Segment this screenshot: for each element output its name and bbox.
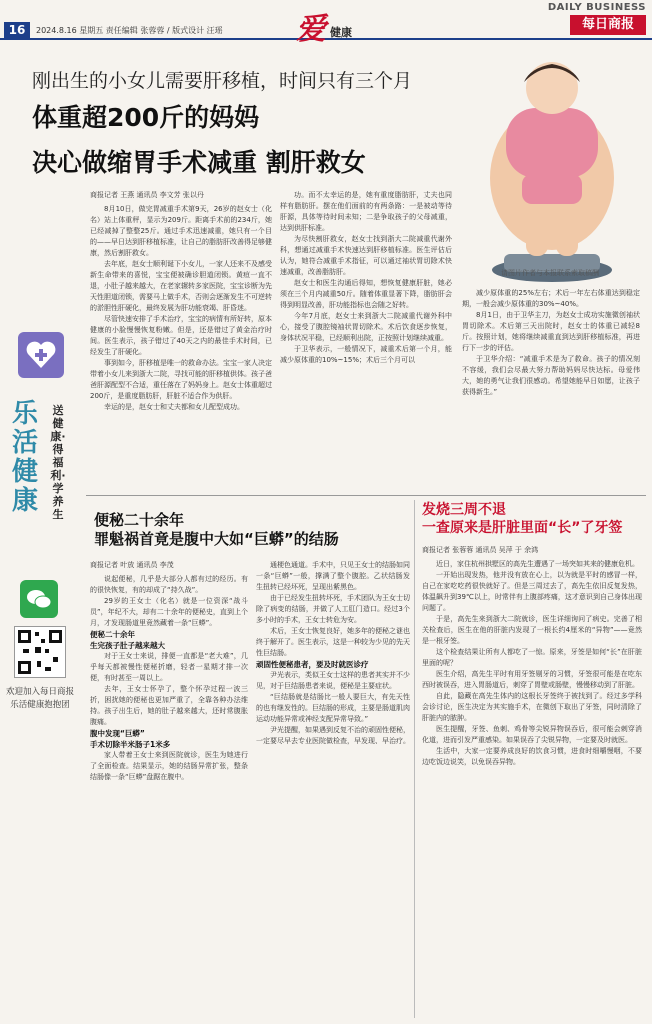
article2-byline: 商报记者 叶放 通讯员 李茂 (90, 561, 174, 569)
page-number: 16 (4, 22, 30, 38)
article1-paragraph: 事到如今，肝移植是唯一的救命办法。宝宝一家人决定带着小女儿来到浙大二院，寻找可能的肝移植供体。孩子爸爸肝源配型不合适，重任落在了妈妈身上。赵女士体重超过200斤，是重度脂肪肝，肝脏不适合作为供肝。 (90, 359, 272, 400)
article2-column-1 (90, 560, 248, 1015)
sidebar-note: 欢迎加入每日商报乐活健康抱抱团 (5, 687, 74, 710)
article1-paragraph: 于卫华表示，一般情况下，减重术后第一个月，能减少原体重的10%~15%；术后三个月可以 (280, 345, 452, 364)
wechat-icon (20, 580, 58, 618)
article3-paragraph: 一开始出现发热，他并没有放在心上，以为就是平时的感冒一样，自己在家吃吃药很快就好了。但是三周过去了，高先生依旧反复发热，体温飙升到39℃以上，时常伴有上腹部疼痛，这才意识到自己身体出现问题了。 (422, 571, 642, 612)
article2-column-2 (256, 560, 410, 1015)
article1-kicker: 刚出生的小女儿需要肝移植，时间只有三个月 (32, 70, 413, 92)
article3-headline-line2: 一查原来是肝脏里面“长”了牙签 (422, 520, 623, 536)
article2-paragraph: 家人带着王女士来到医院就诊，医生为她进行了全面检查。结果显示，她的结肠异常扩张，整条结肠像一条“巨蟒”盘踞在腹中。 (90, 751, 248, 781)
article2-paragraph: 通梗色通道。手术中，只见王女士的结肠如同一条“巨蟒”一般，撑满了整个腹腔。乙状结肠发生扭转已经坏死，呈现出紫黑色。 (256, 561, 410, 591)
woman-on-scale-illustration (464, 48, 640, 288)
article1-paragraph: 8月1日，由于卫华主刀，为赵女士成功实施微创袖状胃切除术。术后第三天出院时，赵女士的体重已减轻8斤。按照计划，她将继续减重直到达到肝移植标准，再进行下一步的评估。 (462, 311, 640, 352)
article2-paragraph: 去年，王女士怀孕了，整个怀孕过程一波三折，困扰她的便秘也更加严重了，全靠各种办法维持。孩子出生后，她的肚子越来越大，还时常腹胀腹痛。 (90, 685, 248, 726)
article2-paragraph: 由于已经发生扭转坏死，手术团队为王女士切除了病变的结肠，并做了人工肛门造口。经过3个多小时的手术，王女士转危为安。 (256, 594, 410, 624)
article1-headline-line1: 体重超200斤的妈妈 (32, 103, 260, 132)
article2-paragraph: 术后，王女士恢复良好，她多年的便秘之谜也终于解开了。医生表示，这是一种较为少见的先天性巨结肠。 (256, 627, 410, 657)
article2-paragraph: 尹光表示，类似王女士这样的患者其实并不少见，对于巨结肠患者来说，便秘是主要症状。 (256, 671, 410, 690)
article1-paragraph: 为尽快割肝救女，赵女士找到浙大二院减重代谢外科，想通过减重手术快速达到肝移植标准。医生评估后认为，她符合减重手术指征，可以通过袖状胃切除术快速减重，改善脂肪肝。 (280, 235, 452, 276)
article2-paragraph: 对于王女士来说，排便一直都是“老大难”，几乎每天都被慢性便秘折磨，轻者一星期才排一次便，有时甚至一周以上。 (90, 652, 248, 682)
section-divider (86, 495, 646, 496)
article1-byline: 商报记者 王燕 通讯员 李文芳 张以丹 (90, 191, 204, 199)
qr-code[interactable] (14, 626, 66, 678)
article3-paragraph: 近日，家住杭州拱墅区的高先生遭遇了一场突如其来的健康危机。 (436, 560, 639, 568)
article3-paragraph: 生活中，大家一定要养成良好的饮食习惯，进食时细嚼慢咽，不要边吃饭边说笑，以免误吞异物。 (422, 747, 642, 766)
article2-subhead: 生完孩子肚子越来越大 (90, 641, 165, 650)
article2-headline-line1: 便秘二十余年 (94, 511, 185, 529)
article1-column-3 (462, 288, 640, 488)
article2-subhead: 便秘二十余年 (90, 630, 135, 639)
article2-subhead: 手术切除半米肠子1米多 (90, 740, 171, 749)
article3-headline-line1: 发烧三周不退 (422, 502, 506, 518)
article3-byline: 商报记者 张蓉蓉 通讯员 吴萍 于 余鸿 (422, 546, 539, 554)
article1-paragraph: 去年底，赵女士顺利诞下小女儿，一家人还来不及感受新生命带来的喜悦，宝宝便被确诊胆道闭锁。黄疸一直不退，小肚子越来越大，在老家辗转多家医院，宝宝诊断为先天性胆道闭锁，需要马上做手术，否则会逐渐发生不可逆转的淤胆性肝硬化，最终发展为肝功能衰竭、肝昏迷。 (90, 260, 272, 312)
article2-paragraph: 29岁的王女士（化名）就是一位资深“战斗员”，年纪不大，却有二十余年的便秘史，直到上个月，才发现肠道里竟然藏着一条“巨蟒”。 (90, 597, 248, 627)
article1-paragraph: 于卫华介绍：“减重手术是为了救命。孩子的情况刻不容缓，我们会尽最大努力帮助妈妈尽快达标。母爱伟大，她的勇气让我们很感动。希望她能早日如愿，让孩子获得新生。” (462, 355, 640, 396)
column-divider (414, 500, 415, 1018)
sidebar-promo (0, 320, 80, 1020)
brand-chinese: 每日商报 (570, 15, 646, 35)
section-title-big: 爱 (296, 12, 326, 47)
article1-headline-line2: 决心做缩胃手术减重 割肝救女 (32, 148, 366, 177)
article1-paragraph: 赵女士和医生沟通后得知，想恢复健康肝脏，她必须在三个月内减重50斤。随着体重显著下降，脂肪肝会得到明显改善，肝功能指标也会随之好转。 (280, 279, 452, 309)
sidebar-title: 乐活健康 (11, 399, 38, 516)
article1-column-2 (280, 190, 452, 490)
article2-paragraph: 说起便秘，几乎是大部分人都有过的经历。有的很快恢复，有的却成了“持久战”。 (90, 575, 248, 594)
article1-paragraph: 尽管快速安排了手术治疗，宝宝的病情有所好转，原本健康的小脸慢慢恢复粉嫩。但是，还是错过了黄金治疗时间。医生表示，孩子错过了40天之内的最佳手术时间，已经发生了肝硬化。 (90, 315, 272, 356)
article1-column-1 (90, 190, 272, 490)
article2-paragraph: 尹光提醒，如果遇到反复不治的顽固性便秘，一定要尽早去专业医院做检查，早发现、早治疗。 (256, 726, 410, 745)
illustration-caption: 请图片作者与本报联系索取稿酬 (501, 269, 599, 277)
article3-paragraph: 于是，高先生来到浙大二院就诊，医生详细询问了病史。完善了相关检查后，医生在他的肝脏内发现了一根长约4厘米的“异物”——竟然是一根牙签。 (422, 615, 642, 645)
page-header (0, 0, 652, 47)
article2-subhead: 顽固性便秘患者，要及时就医诊疗 (256, 660, 369, 669)
issue-info: 2024.8.16 星期五 责任编辑 张蓉蓉 / 版式设计 汪瑶 (36, 26, 223, 35)
sidebar-subtitle: 送健康·得福利·学养生 (50, 404, 66, 521)
article3-paragraph: 医生提醒，牙签、鱼刺、鸡骨等尖锐异物误吞后，很可能会刺穿消化道，进而引发严重感染。如果误吞了尖锐异物，一定要及时就医。 (422, 725, 642, 744)
article1-paragraph: 幸运的是，赵女士和丈夫都和女儿配型成功。 (104, 403, 244, 411)
article3-paragraph: 自此，隐藏在高先生体内的这根长牙签终于被找到了。经过多学科会诊讨论，医生决定为其实施手术，在微创下取出了牙签，同时清除了肝脏内的脓肿。 (422, 692, 642, 722)
article3-paragraph: 医生介绍，高先生平时有用牙签剔牙的习惯，牙签很可能是在吃东西时被误吞，进入胃肠道后，刺穿了胃壁或肠壁，慢慢移动到了肝脏。 (422, 670, 642, 689)
article1-paragraph: 今年7月底，赵女士来到浙大二院减重代谢外科中心，接受了腹腔镜袖状胃切除术。术后饮食逐步恢复，身体状况平稳，已经顺利出院，正按照计划继续减重。 (280, 312, 452, 342)
article3-column (422, 545, 642, 1015)
article1-paragraph: 8月10日，做完胃减重手术第9天，26岁的赵女士（化名）站上体重秤，显示为209斤。距离手术前的234斤，她已经减掉了整整25斤。通过手术迅速减重，她只有一个目的——早日达到肝移植标准，让自己的脂肪肝改善得足够健康，然后割肝救女。 (90, 205, 272, 257)
health-logo-icon (18, 332, 64, 378)
brand-english: DAILY BUSINESS (547, 2, 646, 13)
article2-paragraph: “巨结肠就是结肠比一般人要巨大，有先天性的也有继发性的。巨结肠的形成，主要是肠道肌肉运动功能异常或神经支配异常导致。” (256, 693, 410, 723)
article1-paragraph: 功。而不太幸运的是，她有重度脂肪肝，丈夫也同样有脂肪肝。摆在他们面前的有两条路：一是被动等待肝源，具体等待时间未知；二是争取孩子的父母减重，达到供肝标准。 (280, 191, 452, 232)
article2-headline-line2: 罪魁祸首竟是腹中大如“巨蟒”的结肠 (94, 530, 339, 548)
section-title-small: 健康 (330, 26, 352, 39)
article1-paragraph: 减少原体重的25%左右；术后一年左右体重达到稳定期，一般会减少原体重的30%~40%。 (462, 289, 640, 308)
article2-subhead: 腹中发现“巨蟒” (90, 729, 145, 738)
article3-paragraph: 这个检查结果让所有人都吃了一惊。原来，牙签是如何“长”在肝脏里面的呢？ (422, 648, 642, 667)
